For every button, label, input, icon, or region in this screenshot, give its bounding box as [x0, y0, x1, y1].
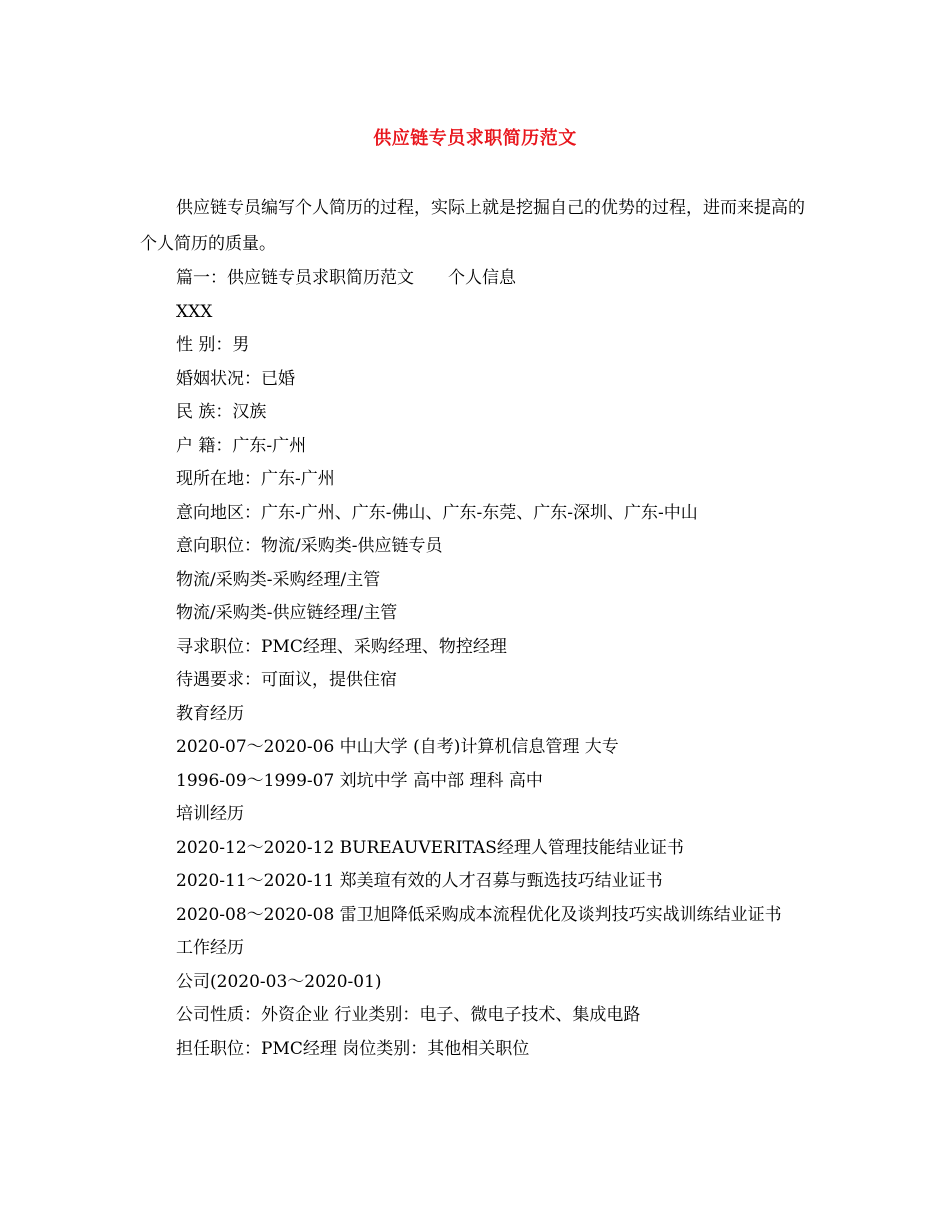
text-line: 公司性质：外资企业 行业类别：电子、微电子技术、集成电路 [176, 1005, 641, 1025]
text-line: 培训经历 [176, 804, 244, 824]
text-line: 现所在地：广东-广州 [176, 469, 335, 489]
text-line: 民 族：汉族 [176, 402, 267, 422]
text-line: 2020-07～2020-06 中山大学 (自考)计算机信息管理 大专 [176, 737, 619, 757]
text-line: 性 别：男 [176, 335, 250, 355]
text-line: 担任职位：PMC经理 岗位类别：其他相关职位 [176, 1038, 530, 1059]
section-heading: 篇一：供应链专员求职简历范文 个人信息 [176, 268, 516, 288]
text-line: 工作经历 [176, 938, 244, 958]
text-line: 物流/采购类-采购经理/主管 [176, 569, 381, 590]
text-line: 意向地区：广东-广州、广东-佛山、广东-东莞、广东-深圳、广东-中山 [176, 502, 698, 523]
text-line: 意向职位：物流/采购类-供应链专员 [176, 536, 443, 556]
text-line: 2020-12～2020-12 BUREAUVERITAS经理人管理技能结业证书 [176, 837, 684, 858]
text-line: 寻求职位：PMC经理、采购经理、物控经理 [176, 636, 507, 657]
text-line: 待遇要求：可面议，提供住宿 [176, 670, 397, 690]
document-body [140, 190, 820, 1066]
document-title: 供应链专员求职简历范文 [373, 128, 577, 149]
text-line: 2020-11～2020-11 郑美瑄有效的人才召募与甄选技巧结业证书 [176, 871, 663, 891]
text-line: 婚姻状况：已婚 [176, 368, 295, 389]
intro-paragraph: 供应链专员编写个人简历的过程，实际上就是挖掘自己的优势的过程，进而来提高的个人简历的质量。 [140, 198, 805, 254]
text-line: 户 籍：广东-广州 [176, 435, 307, 456]
text-line: 公司(2020-03～2020-01) [176, 971, 382, 992]
text-line: XXX [176, 301, 213, 322]
text-line: 教育经历 [176, 703, 244, 724]
wrapped-training-line: 2020-08～2020-08 雷卫旭降低采购成本流程优化及谈判技巧实战训练结业证书 [176, 904, 782, 925]
text-line: 物流/采购类-供应链经理/主管 [176, 603, 398, 623]
text-line: 1996-09～1999-07 刘坑中学 高中部 理科 高中 [176, 770, 543, 791]
